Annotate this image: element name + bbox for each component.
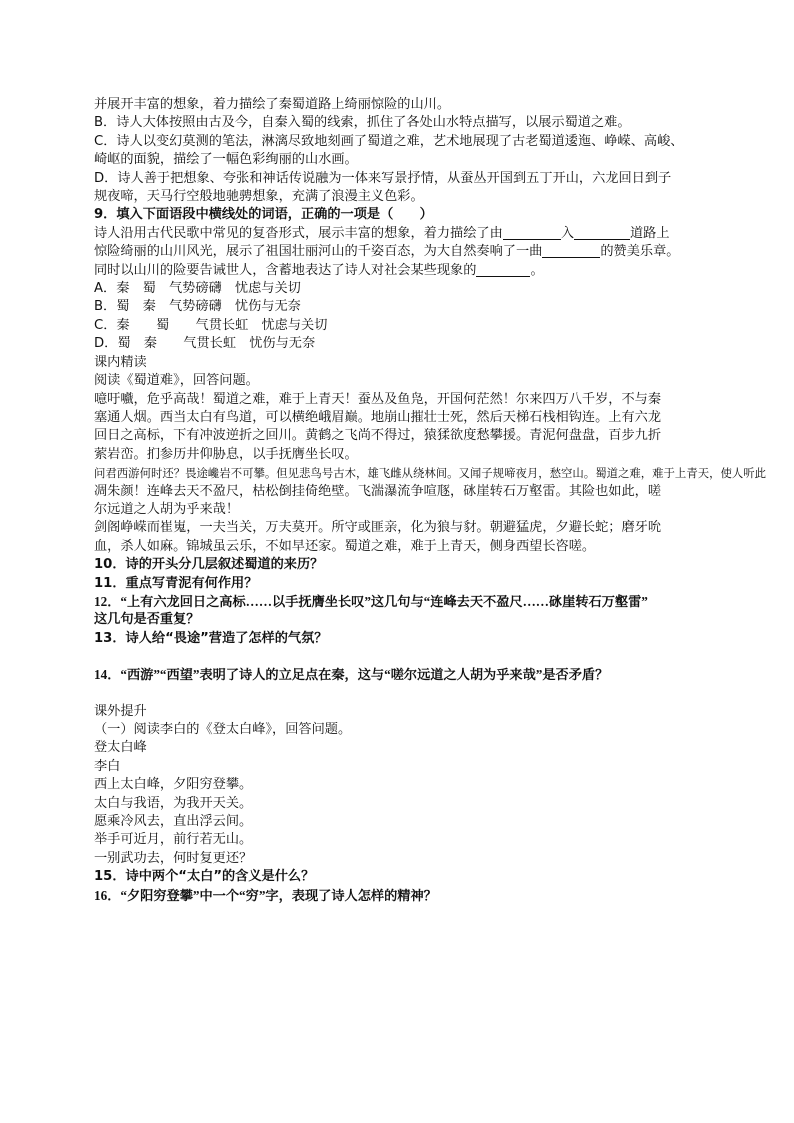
answer-option-b[interactable]: B．蜀 秦 气势磅礴 忧伤与无奈 — [94, 299, 301, 315]
passage-text: 的赞美乐章。 — [600, 244, 680, 260]
passage-text: 惊险绮丽的山川风光，展示了祖国壮丽河山的千姿百态，为大自然奏响了一曲 — [94, 244, 543, 260]
question-9-passage-line-2 — [94, 243, 704, 261]
poem-line: 血，杀人如麻。锦城虽云乐，不如早还家。蜀道之难，难于上青天，侧身西望长咨嗟。 — [94, 538, 596, 554]
option-c: C．诗人以变幻莫测的笔法，淋漓尽致地刻画了蜀道之难，艺术地展现了古老蜀道逶迤、峥嵘、高峻、 — [94, 133, 684, 149]
poem-line: 回日之高标，下有冲波逆折之回川。黄鹤之飞尚不得过，猿猱欲度愁攀援。青泥何盘盘，百步九折 — [94, 428, 662, 444]
passage-text: 诗人沿用古代民歌中常见的复沓形式，展示丰富的想象，着力描绘了由 — [94, 225, 503, 241]
reading-instruction: （一）阅读李白的《登太白峰》，回答问题。 — [94, 722, 352, 737]
section-heading-in-class: 课内精读 — [94, 354, 147, 370]
poem-line: 塞通人烟。西当太白有鸟道，可以横绝峨眉巅。地崩山摧壮士死，然后天梯石栈相钩连。上有六龙 — [94, 409, 662, 425]
option-d: D．诗人善于把想象、夸张和神话传说融为一体来写景抒情，从蚕丛开国到五丁开山，六龙回日到子 — [94, 170, 672, 186]
answer-space — [94, 648, 704, 666]
passage-text: 同时以山川的险要告诫世人，含蓄地表达了诗人对社会某些现象的 — [94, 262, 477, 278]
fill-blank-1[interactable] — [503, 225, 561, 240]
poem-line: 噫吁嚱，危乎高哉！蜀道之难，难于上青天！蚕丛及鱼凫，开国何茫然！尔来四万八千岁，不与秦 — [94, 391, 662, 407]
answer-option-a[interactable]: A．秦 蜀 气势磅礴 忧虑与关切 — [94, 281, 301, 297]
answer-option-c[interactable]: C．秦 蜀 气贯长虹 忧虑与关切 — [94, 317, 328, 333]
passage-text: 。 — [530, 262, 544, 278]
fill-blank-4[interactable] — [476, 262, 530, 277]
question-12-continued: 这几句是否重复？ — [94, 612, 200, 628]
poem-line: 剑阁峥嵘而崔嵬，一夫当关，万夫莫开。所守或匪亲，化为狼与豺。朝避猛虎，夕避长蛇；磨牙吮 — [94, 520, 662, 536]
poem-line: 一别武功去，何时复更还？ — [94, 850, 253, 866]
question-9-text: 9．填入下面语段中横线处的词语，正确的一项是（ ） — [94, 207, 433, 223]
section-heading-extension: 课外提升 — [94, 703, 147, 719]
option-c-continued: 崎岖的面貌，描绘了一幅色彩绚丽的山水画。 — [94, 152, 358, 168]
answer-space — [94, 685, 704, 703]
question-9-passage-line-1 — [94, 225, 704, 243]
poem-title: 登太白峰 — [94, 740, 147, 756]
fill-blank-3[interactable] — [542, 243, 600, 258]
poem-author: 李白 — [94, 758, 121, 774]
poem-line: 西上太白峰，夕阳穷登攀。 — [94, 777, 253, 793]
poem-line: 愿乘冷风去，直出浮云间。 — [94, 814, 253, 830]
fill-blank-2[interactable] — [574, 225, 630, 240]
passage-text: 入 — [560, 225, 574, 241]
question-16: 16．“夕阳穷登攀”中一个“穷”字，表现了诗人怎样的精神？ — [94, 887, 437, 903]
passage-text: 道路上 — [630, 225, 670, 241]
reading-instruction: 阅读《蜀道难》，回答问题。 — [94, 373, 259, 389]
poem-line: 凋朱颜！连峰去天不盈尺，枯松倒挂倚绝壁。飞湍瀑流争喧豗，砯崖转石万壑雷。其险也如此，嗟 — [94, 483, 662, 499]
poem-line: 举手可近月，前行若无山。 — [94, 832, 253, 848]
question-14: 14．“西游”“西望”表明了诗人的立足点在秦，这与“嗟尔远道之人胡为乎来哉”是否矛盾？ — [94, 667, 609, 683]
question-9-stem — [94, 206, 704, 224]
option-text: 并展开丰富的想象，着力描绘了秦蜀道路上绮丽惊险的山川。 — [94, 97, 451, 112]
answer-option-d[interactable]: D．蜀 秦 气贯长虹 忧伤与无奈 — [94, 336, 316, 352]
poem-line: 萦岩峦。扪参历井仰胁息，以手抚膺坐长叹。 — [94, 446, 358, 462]
question-15: 15．诗中两个“太白”的含义是什么？ — [94, 869, 315, 885]
question-11: 11．重点写青泥有何作用？ — [94, 575, 258, 591]
question-13: 13．诗人给“畏途”营造了怎样的气氛？ — [94, 630, 328, 646]
question-10: 10．诗的开头分几层叙述蜀道的来历？ — [94, 557, 324, 573]
poem-line: 太白与我语，为我开天关。 — [94, 795, 253, 811]
worksheet-page — [94, 96, 767, 905]
option-b: B．诗人大体按照由古及今，自秦入蜀的线索，抓住了各处山水特点描写，以展示蜀道之难。 — [94, 115, 631, 131]
question-9-passage-line-3 — [94, 262, 704, 280]
poem-line: 尔远道之人胡为乎来哉！ — [94, 501, 240, 517]
question-12: 12．“上有六龙回日之高标……以手抚膺坐长叹”这几句与“连峰去天不盈尺……砯崖转石万壑雷” — [94, 593, 648, 609]
poem-line: 问君西游何时还？畏途巉岩不可攀。但见悲鸟号古木，雄飞雌从绕林间。又闻子规啼夜月，愁空山。蜀道之难，难于上青天，使人听此 — [94, 466, 767, 481]
option-d-continued: 规夜啼，天马行空般地驰骋想象，充满了浪漫主义色彩。 — [94, 189, 424, 205]
